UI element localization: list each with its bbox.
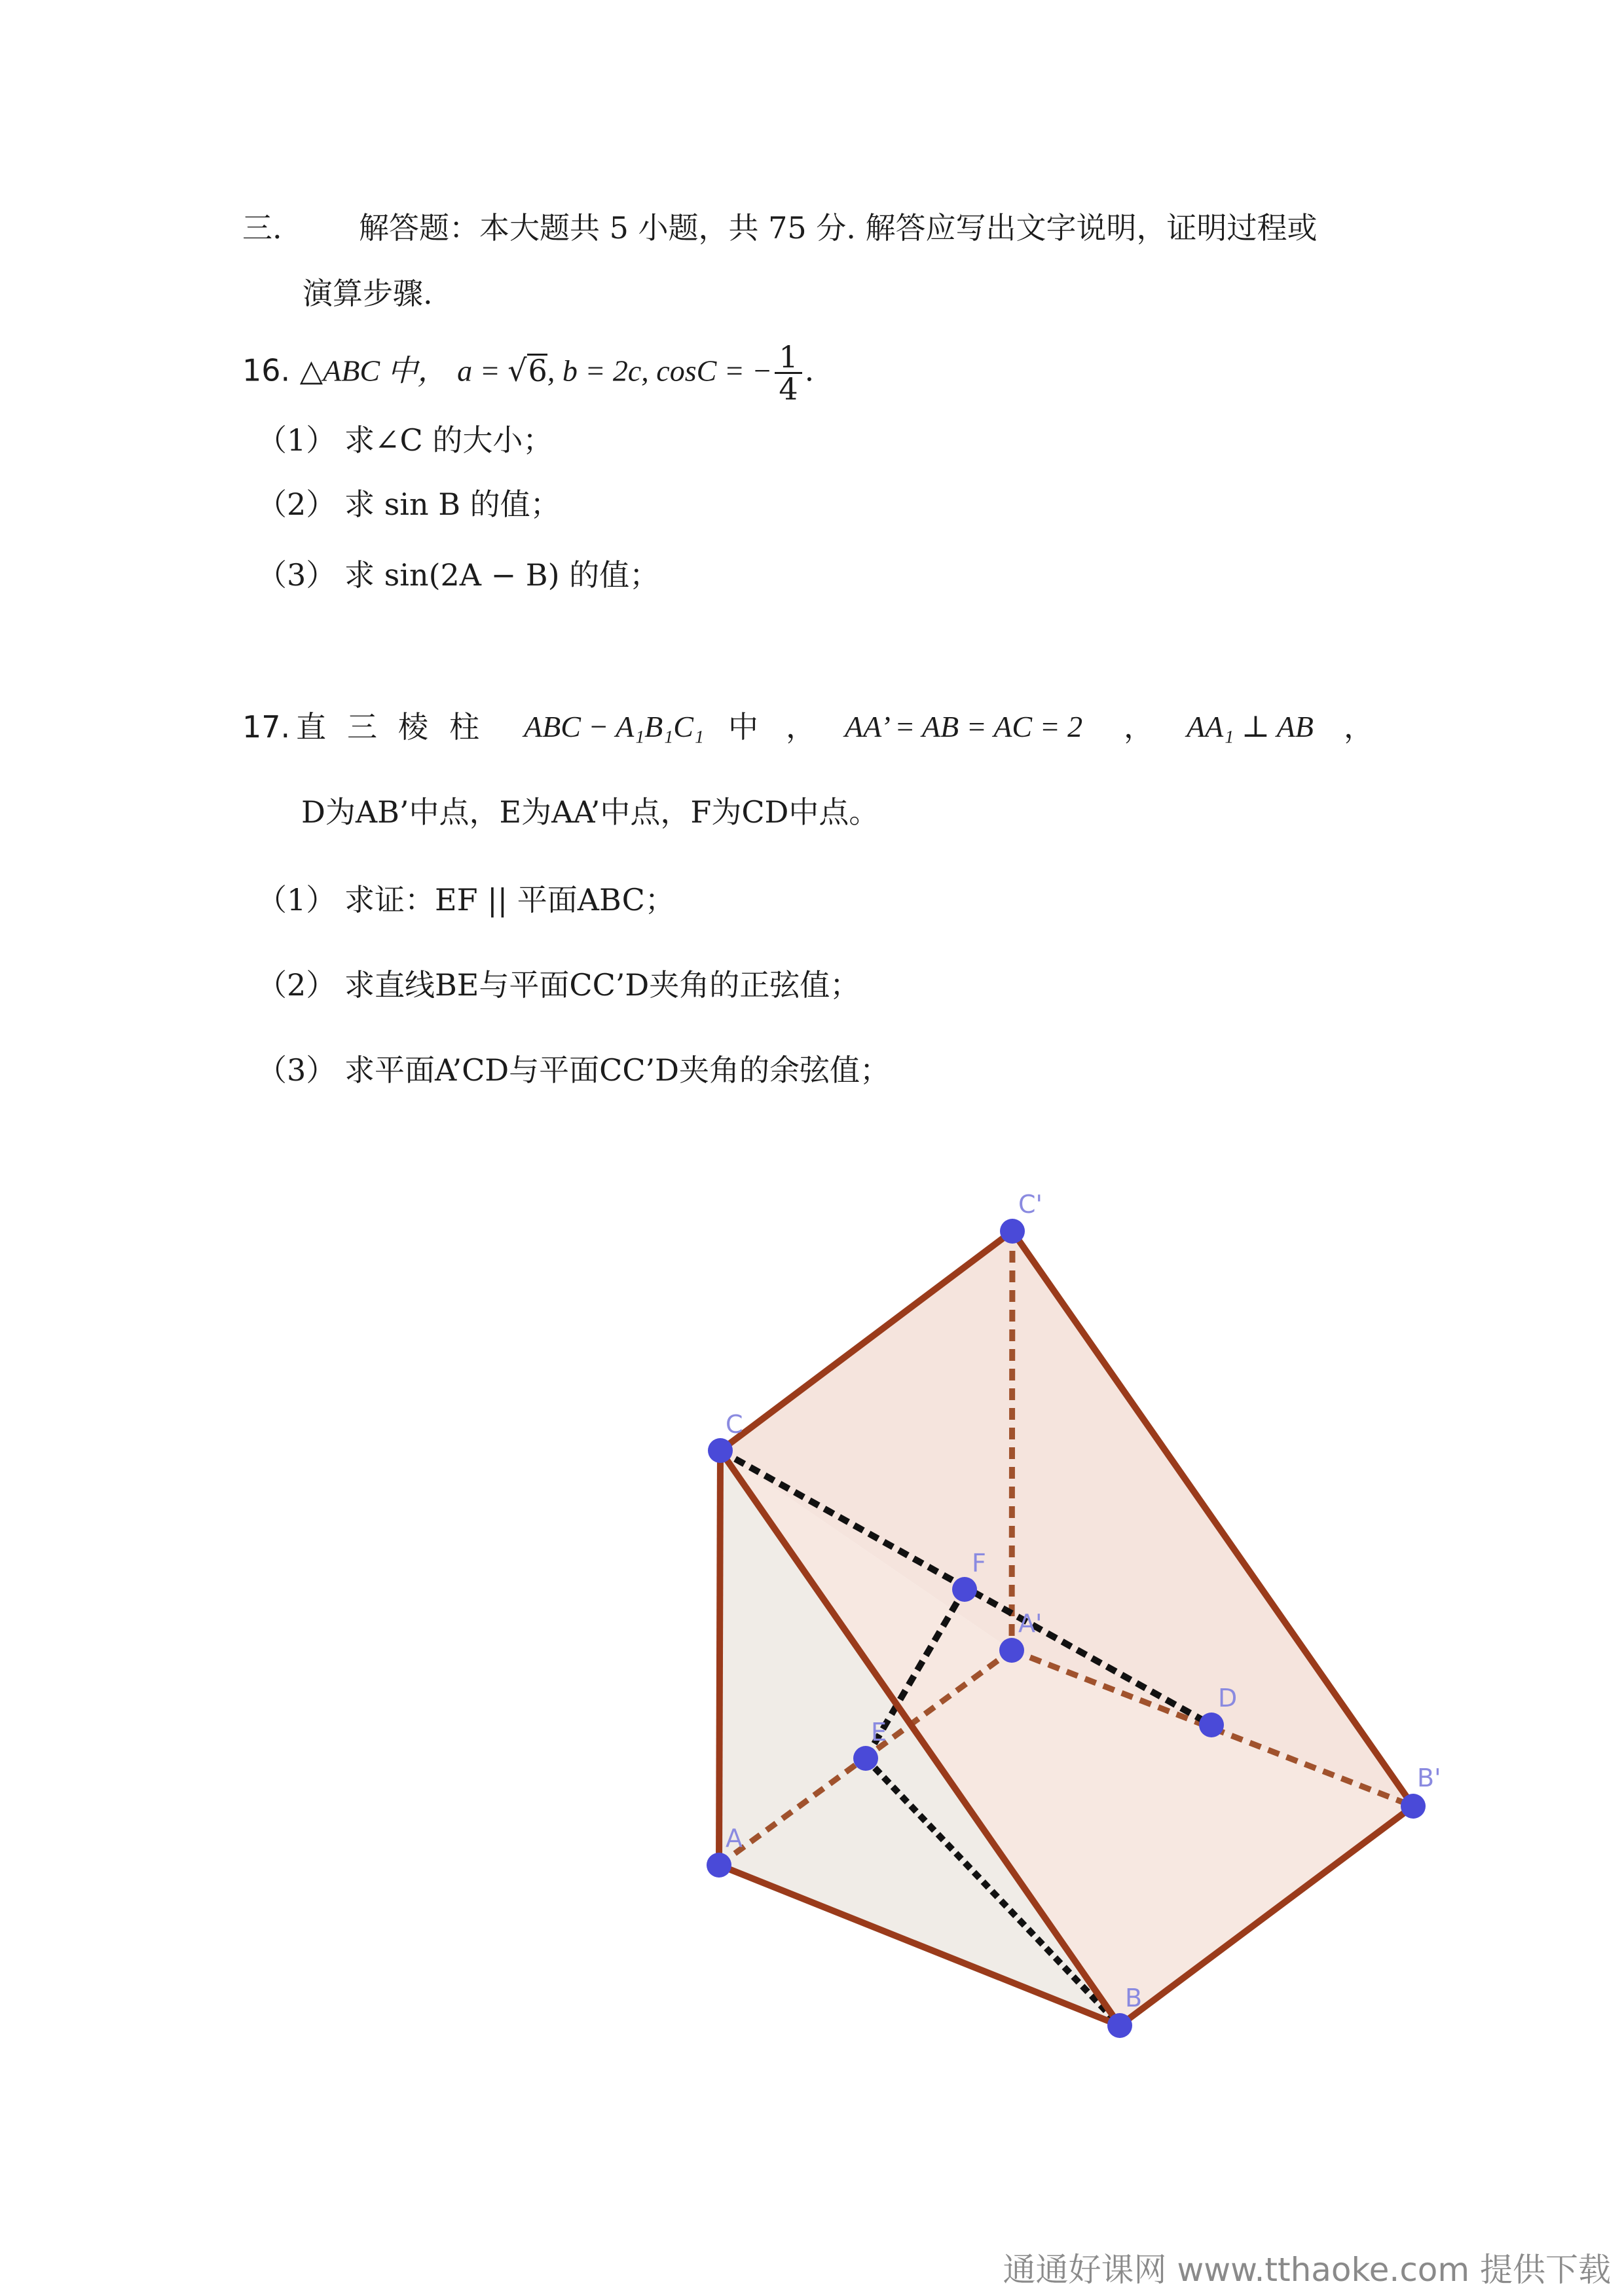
q17-word-2: 三	[347, 709, 377, 745]
q17-number: 17.	[242, 709, 291, 745]
q17-word-1: 直	[296, 709, 326, 745]
q17-perpendicular: AA₁ ⊥ AB	[1187, 710, 1314, 743]
section-heading-line1: 解答题：本大题共 5 小题，共 75 分. 解答应写出文字说明，证明过程或	[359, 210, 1318, 246]
q16-number: 16.	[242, 352, 291, 388]
watermark: 通通好课网 www.tthaoke.com 提供下载	[1003, 2251, 1611, 2289]
label-c: C	[726, 1410, 743, 1439]
q17-part-3-text: 求平面A’CD与平面CC’D夹角的余弦值；	[344, 1052, 891, 1088]
section-number: 三.	[242, 210, 282, 246]
q17-stem-line2: D为AB’中点，E为AA’中点，F为CD中点。	[301, 794, 879, 830]
vertex-a	[707, 1853, 731, 1878]
vertex-b-prime	[1401, 1794, 1426, 1819]
vertex-d	[1199, 1713, 1224, 1737]
q17-part-2-label: （2）	[257, 967, 337, 1003]
q16-stem-mid: , b = 2c, cosC = −	[547, 354, 773, 388]
section-heading-line2: 演算步骤.	[303, 276, 433, 311]
q16-part-3-text: 求 sin(2A − B) 的值；	[344, 557, 660, 593]
vertex-f	[952, 1577, 977, 1602]
q17-comma-2: ，	[1124, 709, 1154, 745]
q16-sqrt-arg: 6	[528, 352, 547, 388]
q16-stem-prefix: △ABC 中，	[299, 354, 448, 388]
sqrt-sign: √	[507, 352, 527, 388]
q17-zhong: 中	[728, 709, 758, 745]
vertex-b	[1107, 2013, 1132, 2038]
vertex-a-prime	[999, 1638, 1024, 1663]
edge-c-a	[719, 1451, 720, 1865]
q17-equality: AA’ = AB = AC = 2	[845, 710, 1083, 743]
label-a: A	[726, 1824, 743, 1853]
q17-part-2-text: 求直线BE与平面CC’D夹角的正弦值；	[344, 967, 860, 1003]
q16-part-1-label: （1）	[257, 422, 337, 458]
q16-stem-end: .	[804, 352, 815, 388]
q16-frac-den: 4	[779, 371, 798, 407]
q17-comma-1: ，	[786, 709, 816, 745]
q16-part-2-label: （2）	[257, 487, 337, 522]
q17-word-4: 柱	[449, 709, 479, 745]
q16-stem-a: a =	[457, 354, 508, 388]
label-b-prime: B'	[1417, 1764, 1441, 1792]
vertex-c-prime	[1000, 1219, 1025, 1244]
label-b: B	[1125, 1984, 1143, 2012]
q17-part-1-text: 求证：EF || 平面ABC；	[344, 882, 675, 917]
label-d: D	[1218, 1684, 1238, 1713]
q17-prism: ABC − A₁B₁C₁	[524, 710, 704, 743]
label-e: E	[871, 1718, 887, 1747]
q17-comma-3: ，	[1344, 709, 1374, 745]
q16-part-3-label: （3）	[257, 557, 337, 593]
q17-word-3: 棱	[398, 709, 428, 745]
q16-frac-num: 1	[775, 342, 802, 374]
q17-part-1-label: （1）	[257, 882, 337, 917]
label-c-prime: C'	[1018, 1190, 1043, 1219]
q17-part-3-label: （3）	[257, 1052, 337, 1088]
label-a-prime: A'	[1018, 1609, 1043, 1638]
vertex-c	[708, 1438, 733, 1463]
label-f: F	[972, 1549, 986, 1578]
q16-part-2-text: 求 sin B 的值；	[344, 487, 561, 522]
vertex-e	[853, 1746, 878, 1771]
q16-part-1-text: 求∠C 的大小；	[344, 422, 553, 458]
